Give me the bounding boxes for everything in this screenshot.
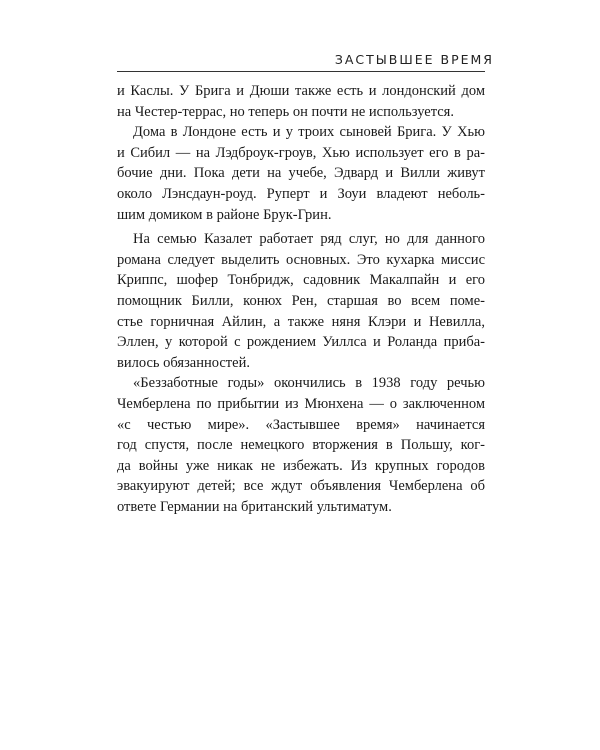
text-line: На семью Казалет работает ряд слуг, но для данного: [133, 231, 485, 248]
text-line: стье горничная Айлин, а также няня Клэри и Невилла,: [117, 313, 485, 330]
text-line: Чемберлена по прибытии из Мюнхена — о заключенном: [117, 395, 485, 412]
paragraph: [117, 373, 485, 517]
text-line: шим домиком в районе Брук-Грин.: [117, 206, 332, 223]
text-line: на Честер-террас, но теперь он почти не используется.: [117, 103, 454, 120]
text-line: помощник Билли, конюх Рен, старшая во всем поме-: [117, 292, 485, 309]
paragraph: [117, 81, 485, 122]
header-rule: [117, 71, 485, 72]
text-line: «Беззаботные годы» окончились в 1938 году речью: [133, 375, 485, 392]
text-line: Дома в Лондоне есть и у троих сыновей Брига. У Хью: [133, 124, 485, 141]
text-line: Эллен, у которой с рождением Уиллса и Роланда приба-: [117, 334, 485, 351]
text-line: и Каслы. У Брига и Дюши также есть и лондонский дом: [117, 83, 485, 99]
text-line: романа следует выделить основных. Это кухарка миссис: [117, 251, 485, 268]
text-line: вилось обязанностей.: [117, 354, 250, 371]
running-head: ЗАСТЫВШЕЕ ВРЕМЯ: [334, 52, 494, 67]
text-line: год спустя, после немецкого вторжения в Польшу, ког-: [117, 437, 485, 454]
text-line: эвакуируют детей; все ждут объявления Чемберлена об: [117, 478, 485, 495]
text-line: ответе Германии на британский ультиматум.: [117, 498, 392, 515]
body-text: [117, 81, 485, 517]
text-line: «с честью мире». «Застывшее время» начинается: [117, 416, 485, 433]
text-line: да войны уже никак не избежать. Из крупных городов: [117, 457, 485, 474]
paragraph: [117, 122, 485, 225]
text-line: бочие дни. Пока дети на учебе, Эдвард и Вилли живут: [117, 165, 485, 182]
text-line: Криппс, шофер Тонбридж, садовник Макалпайн и его: [117, 272, 485, 289]
text-line: и Сибил — на Лэдброук-гроув, Хью использует его в ра-: [117, 144, 485, 161]
paragraph: [117, 229, 485, 373]
text-line: около Лэнсдаун-роуд. Руперт и Зоуи владеют неболь-: [117, 185, 485, 202]
